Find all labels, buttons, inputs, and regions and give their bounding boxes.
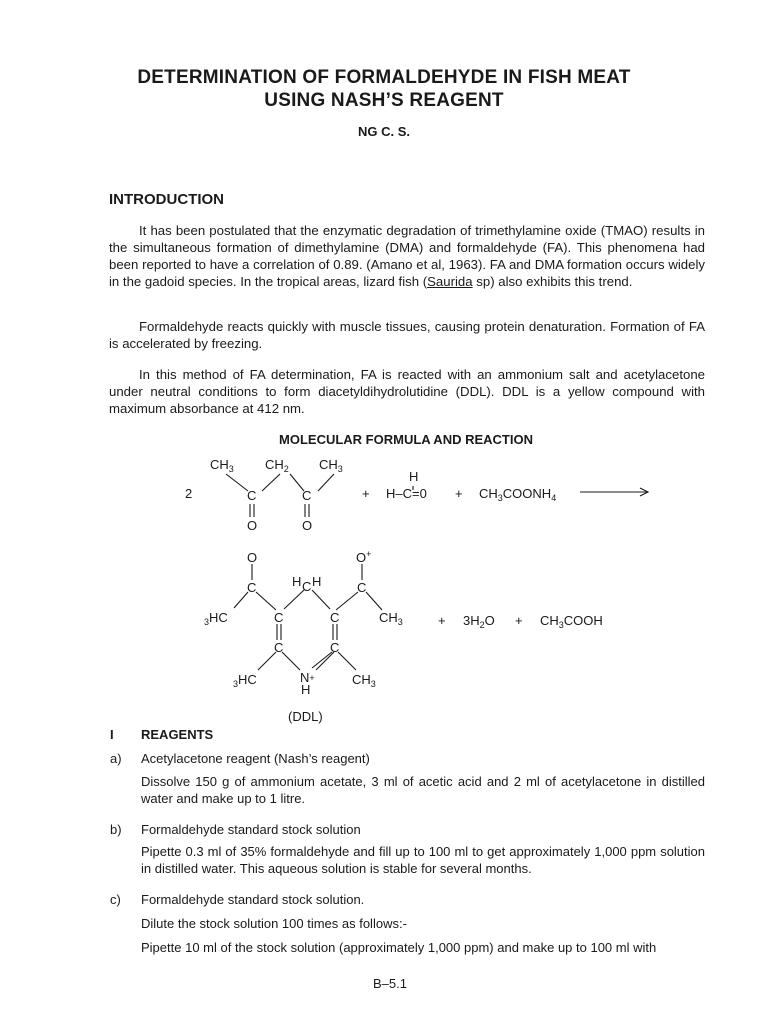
reagent-a-body: Dissolve 150 g of ammonium acetate, 3 ml of acetic acid and 2 ml of acetylacetone in distilled water and make up to 1 litre. (141, 774, 705, 806)
reagent-a-letter: a) (110, 751, 122, 766)
eq1-coefficient: 2 (185, 486, 193, 501)
page-title-line-1: DETERMINATION OF FORMALDEHYDE IN FISH MEAT (137, 67, 631, 88)
intro-p1-text-a: It has been postulated that the enzymatic degradation of trimethylamine oxide (TMAO) results in the simultaneous formation of dimethylamine (DMA) and formaldehyde (FA). This phenomena had been reported to have a correlation of 0.89. (Amano et al, 1963). FA and DMA formation occurs widely in the gadoid species. In the tropical areas, lizard fish ( (109, 223, 705, 289)
ddl-hch-h1: H (292, 574, 302, 589)
page-title-line-2: USING NASH’S REAGENT (264, 90, 504, 111)
ddl-acetic-acid: $CH_3COOH$ (540, 613, 603, 630)
intro-paragraph-2: Formaldehyde reacts quickly with muscle tissues, causing protein denaturation. Formation of FA is accelerated by freezing. (109, 319, 705, 351)
intro-p1-genus: Saurida (427, 274, 473, 289)
ddl-carbon-3: C (274, 610, 284, 625)
eq1-ammonium-acetate: $CH_3COONH_4$ (479, 486, 557, 503)
ddl-hch-h2: H (312, 574, 322, 589)
eq1-oxygen-right: O (302, 518, 313, 533)
ddl-ch3-right: $CH_3$ (379, 610, 403, 627)
ddl-nitrogen: N+ (300, 670, 315, 685)
reaction-diagram (0, 450, 768, 730)
ddl-h3c-lower: $_3$HC (233, 672, 257, 689)
reagents-heading: REAGENTS (141, 727, 214, 742)
equation-1-labels (185, 457, 556, 533)
author: NG C. S. (357, 124, 410, 139)
reagent-a-title: Acetylacetone reagent (Nash’s reagent) (141, 751, 370, 766)
reagent-c-body-1: Dilute the stock solution 100 times as follows:- (141, 916, 407, 931)
ddl-carbon-5: C (274, 640, 284, 655)
ddl-carbon-2: C (357, 580, 367, 595)
ddl-plus-2: + (515, 613, 523, 628)
intro-paragraph-3: In this method of FA determination, FA is reacted with an ammonium salt and acetylacetone under neutral conditions to form diacetyldihydrolutidine (DDL). DDL is a yellow compound with maximum absorbance at 412 nm. (109, 367, 705, 416)
ddl-h3c-upper: $_3$HC (204, 610, 228, 627)
eq1-plus-2: + (455, 486, 463, 501)
ddl-carbon-6: C (330, 640, 340, 655)
reagent-c-body-2: Pipette 10 ml of the stock solution (approximately 1,000 ppm) and make up to 100 ml with (141, 940, 657, 955)
ddl-nitrogen-h: H (301, 682, 311, 697)
reagent-c-letter: c) (110, 892, 121, 907)
eq1-ch3-left: $CH_3$ (210, 457, 234, 474)
reagent-b-body: Pipette 0.3 ml of 35% formaldehyde and fill up to 100 ml to get approximately 1,000 ppm solution in distilled water. This aqueous solution is stable for several months. (141, 844, 705, 876)
eq1-formaldehyde-h: H (409, 469, 419, 484)
reagent-b-letter: b) (110, 822, 122, 837)
ddl-carbon-1: C (247, 580, 257, 595)
ddl-oxygen-left: O (247, 550, 258, 565)
equation-1-bonds (226, 474, 648, 517)
eq1-carbon-right: C (302, 488, 312, 503)
ddl-hch-c: C (302, 579, 312, 594)
eq1-oxygen-left: O (247, 518, 258, 533)
reagents-number: I (110, 727, 114, 742)
ddl-label: (DDL) (288, 709, 323, 724)
ddl-carbon-4: C (330, 610, 340, 625)
page-number: B–5.1 (373, 976, 407, 991)
ddl-structure-labels (204, 549, 603, 724)
eq1-ch3-right: $CH_3$ (319, 457, 343, 474)
ddl-water: $3H_2O$ (463, 613, 495, 630)
reagent-c-title: Formaldehyde standard stock solution. (141, 892, 365, 907)
intro-p1-text-b: sp) also exhibits this trend. (472, 274, 633, 289)
reagent-b-title: Formaldehyde standard stock solution (141, 822, 361, 837)
molecular-formula-heading: MOLECULAR FORMULA AND REACTION (279, 432, 533, 447)
ddl-ch3-lower: $CH_3$ (352, 672, 376, 689)
intro-paragraph-1 (109, 222, 705, 290)
eq1-carbon-left: C (247, 488, 257, 503)
section-heading-introduction: INTRODUCTION (109, 191, 224, 208)
ddl-plus-1: + (438, 613, 446, 628)
ddl-oxygen-plus: O+ (356, 549, 372, 565)
eq1-ch2: $CH_2$ (265, 457, 289, 474)
eq1-formaldehyde: H–C=0 (386, 486, 427, 501)
eq1-plus-1: + (362, 486, 370, 501)
